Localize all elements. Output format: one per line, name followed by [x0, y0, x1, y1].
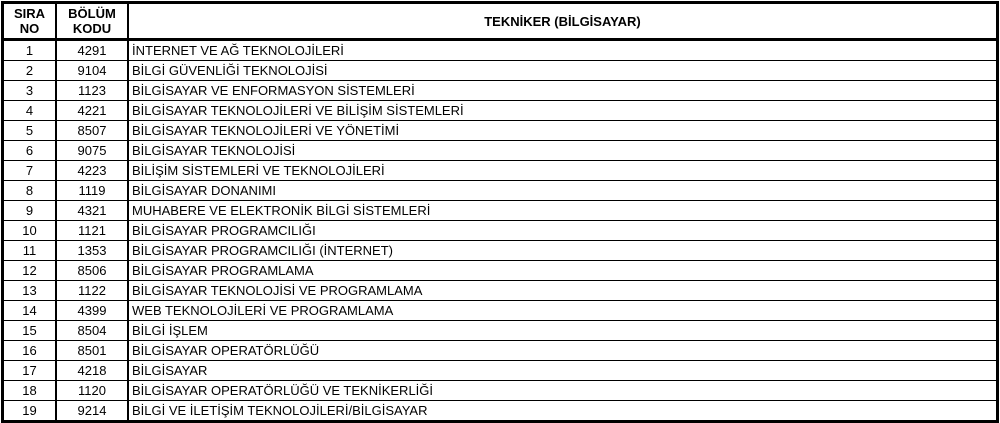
row-number: 3	[3, 81, 57, 101]
row-number: 13	[3, 281, 57, 301]
row-code: 8506	[56, 261, 128, 281]
row-program-name: İNTERNET VE AĞ TEKNOLOJİLERİ	[128, 40, 998, 61]
row-program-name: BİLGİ İŞLEM	[128, 321, 998, 341]
row-code: 4218	[56, 361, 128, 381]
row-number: 5	[3, 121, 57, 141]
row-number: 10	[3, 221, 57, 241]
row-number: 7	[3, 161, 57, 181]
row-program-name: BİLGİSAYAR	[128, 361, 998, 381]
row-number: 17	[3, 361, 57, 381]
row-program-name: BİLGİSAYAR DONANIMI	[128, 181, 998, 201]
row-code: 9104	[56, 61, 128, 81]
row-code: 1119	[56, 181, 128, 201]
table-body	[3, 40, 998, 422]
row-code: 1120	[56, 381, 128, 401]
row-number: 9	[3, 201, 57, 221]
row-program-name: BİLGİSAYAR OPERATÖRLÜĞÜ VE TEKNİKERLİĞİ	[128, 381, 998, 401]
row-code: 8501	[56, 341, 128, 361]
row-number: 12	[3, 261, 57, 281]
header-sira-no: SIRA NO	[3, 3, 57, 40]
table-row	[3, 321, 998, 341]
row-code: 1353	[56, 241, 128, 261]
table-row	[3, 81, 998, 101]
table-row	[3, 361, 998, 381]
table-row	[3, 221, 998, 241]
row-code: 4291	[56, 40, 128, 61]
row-number: 16	[3, 341, 57, 361]
row-program-name: BİLGİSAYAR PROGRAMLAMA	[128, 261, 998, 281]
table-row	[3, 341, 998, 361]
table-row	[3, 141, 998, 161]
row-program-name: MUHABERE VE ELEKTRONİK BİLGİ SİSTEMLERİ	[128, 201, 998, 221]
row-code: 9075	[56, 141, 128, 161]
table-row	[3, 241, 998, 261]
row-number: 1	[3, 40, 57, 61]
row-program-name: BİLGİSAYAR PROGRAMCILIĞI (İNTERNET)	[128, 241, 998, 261]
row-program-name: BİLGİSAYAR TEKNOLOJİSİ	[128, 141, 998, 161]
row-code: 1123	[56, 81, 128, 101]
row-program-name: BİLGİSAYAR TEKNOLOJİLERİ VE BİLİŞİM SİSTEMLERİ	[128, 101, 998, 121]
row-number: 14	[3, 301, 57, 321]
header-title: TEKNİKER (BİLGİSAYAR)	[128, 3, 998, 40]
row-program-name: BİLGİSAYAR PROGRAMCILIĞI	[128, 221, 998, 241]
row-program-name: BİLGİSAYAR TEKNOLOJİSİ VE PROGRAMLAMA	[128, 281, 998, 301]
row-program-name: BİLGİ VE İLETİŞİM TEKNOLOJİLERİ/BİLGİSAYAR	[128, 401, 998, 422]
row-number: 11	[3, 241, 57, 261]
programs-table	[1, 1, 999, 423]
table-row	[3, 61, 998, 81]
row-code: 4399	[56, 301, 128, 321]
table-row	[3, 281, 998, 301]
row-number: 18	[3, 381, 57, 401]
row-code: 1122	[56, 281, 128, 301]
row-code: 4321	[56, 201, 128, 221]
row-program-name: BİLİŞİM SİSTEMLERİ VE TEKNOLOJİLERİ	[128, 161, 998, 181]
row-code: 9214	[56, 401, 128, 422]
row-number: 8	[3, 181, 57, 201]
row-code: 1121	[56, 221, 128, 241]
table-row	[3, 121, 998, 141]
row-code: 4221	[56, 101, 128, 121]
table-row	[3, 161, 998, 181]
row-number: 15	[3, 321, 57, 341]
row-code: 8504	[56, 321, 128, 341]
row-number: 2	[3, 61, 57, 81]
header-bolum-kodu: BÖLÜM KODU	[56, 3, 128, 40]
row-program-name: BİLGİSAYAR OPERATÖRLÜĞÜ	[128, 341, 998, 361]
row-number: 19	[3, 401, 57, 422]
table-row	[3, 381, 998, 401]
row-program-name: BİLGİSAYAR TEKNOLOJİLERİ VE YÖNETİMİ	[128, 121, 998, 141]
table-row	[3, 201, 998, 221]
row-number: 6	[3, 141, 57, 161]
table-row	[3, 261, 998, 281]
row-code: 8507	[56, 121, 128, 141]
table-row	[3, 301, 998, 321]
table-row	[3, 40, 998, 61]
row-number: 4	[3, 101, 57, 121]
table-row	[3, 401, 998, 422]
table-header-row	[3, 3, 998, 40]
row-program-name: BİLGİ GÜVENLİĞİ TEKNOLOJİSİ	[128, 61, 998, 81]
row-program-name: BİLGİSAYAR VE ENFORMASYON SİSTEMLERİ	[128, 81, 998, 101]
row-program-name: WEB TEKNOLOJİLERİ VE PROGRAMLAMA	[128, 301, 998, 321]
table-row	[3, 101, 998, 121]
table-row	[3, 181, 998, 201]
row-code: 4223	[56, 161, 128, 181]
